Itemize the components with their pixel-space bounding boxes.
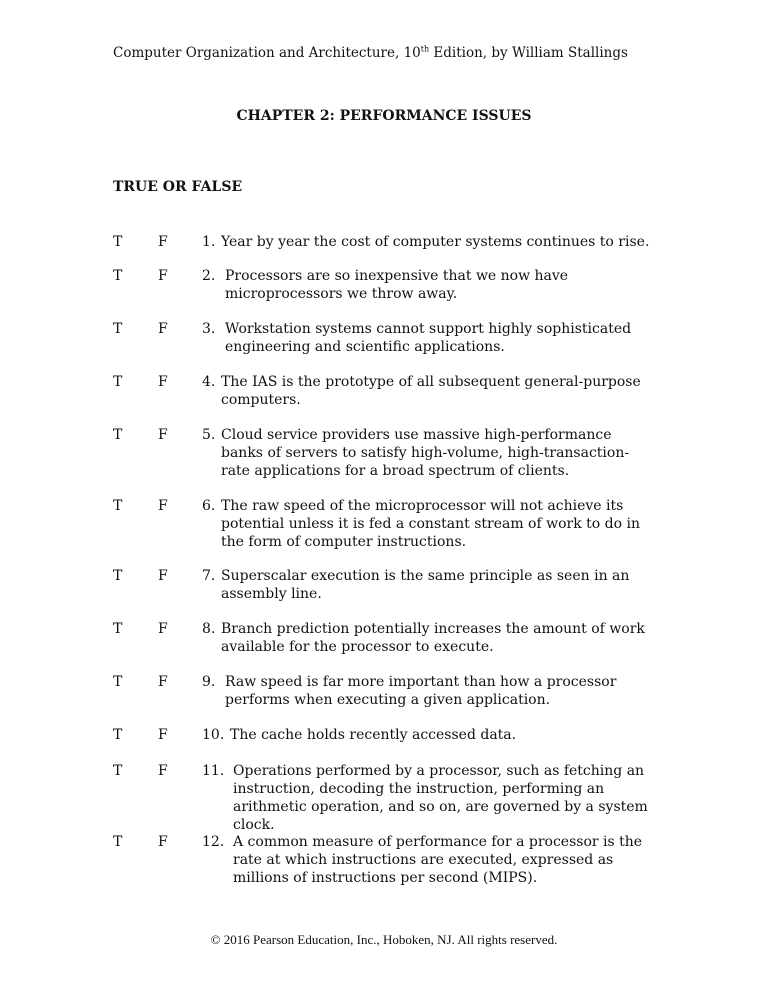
question-text: Branch prediction potentially increases the amount of work available for the processor to execute.: [221, 621, 645, 655]
question-number: 7.: [202, 568, 216, 584]
header-title-rest: Edition, by William Stallings: [429, 45, 628, 61]
question-number: 9.: [202, 674, 216, 690]
true-option: T: [113, 834, 123, 850]
false-option: F: [158, 498, 168, 514]
false-option: F: [158, 234, 168, 250]
true-option: T: [113, 674, 123, 690]
section-title: TRUE OR FALSE: [113, 179, 243, 195]
question-number: 12.: [202, 834, 225, 850]
false-option: F: [158, 834, 168, 850]
question-text: Raw speed is far more important than how a processor performs when executing a given application.: [225, 674, 617, 708]
question-text: The cache holds recently accessed data.: [230, 727, 517, 743]
question-text: The raw speed of the microprocessor will not achieve its potential unless it is fed a constant stream of work to do in the form of computer instructions.: [221, 498, 640, 550]
true-option: T: [113, 268, 123, 284]
question-text: A common measure of performance for a processor is the rate at which instructions are executed, expressed as millions of instructions per second (MIPS).: [233, 834, 643, 886]
copyright-footer: © 2016 Pearson Education, Inc., Hoboken, NJ. All rights reserved.: [210, 932, 558, 947]
false-option: F: [158, 621, 168, 637]
true-option: T: [113, 234, 123, 250]
header-title-main: Computer Organization and Architecture, 10: [113, 45, 421, 61]
chapter-title: CHAPTER 2: PERFORMANCE ISSUES: [236, 108, 532, 124]
true-option: T: [113, 427, 123, 443]
question-number: 2.: [202, 268, 216, 284]
question-number: 4.: [202, 374, 216, 390]
question-text: Year by year the cost of computer systems continues to rise.: [221, 234, 650, 250]
true-option: T: [113, 763, 123, 779]
false-option: F: [158, 321, 168, 337]
question-number: 5.: [202, 427, 216, 443]
question-number: 1.: [202, 234, 216, 250]
question-number: 8.: [202, 621, 216, 637]
false-option: F: [158, 427, 168, 443]
false-option: F: [158, 674, 168, 690]
question-number: 3.: [202, 321, 216, 337]
true-option: T: [113, 727, 123, 743]
true-option: T: [113, 498, 123, 514]
question-text: Operations performed by a processor, such as fetching an instruction, decoding the instruction, performing an arithmetic operation, and so on, are governed by a system clock.: [233, 763, 648, 833]
false-option: F: [158, 268, 168, 284]
false-option: F: [158, 763, 168, 779]
true-option: T: [113, 568, 123, 584]
true-option: T: [113, 321, 123, 337]
page-header: [113, 45, 628, 61]
question-text: Cloud service providers use massive high-performance banks of servers to satisfy high-volume, high-transaction-rate applications for a broad spectrum of clients.: [221, 427, 630, 479]
question-number: 10.: [202, 727, 225, 743]
question-number: 6.: [202, 498, 216, 514]
question-text: Superscalar execution is the same principle as seen in an assembly line.: [221, 568, 630, 602]
question-text: The IAS is the prototype of all subsequent general-purpose computers.: [221, 374, 641, 408]
question-text: Workstation systems cannot support highly sophisticated engineering and scientific applications.: [225, 321, 632, 355]
false-option: F: [158, 374, 168, 390]
true-option: T: [113, 621, 123, 637]
false-option: F: [158, 568, 168, 584]
false-option: F: [158, 727, 168, 743]
header-title-superscript: th: [420, 44, 430, 54]
question-text: Processors are so inexpensive that we now have microprocessors we throw away.: [225, 268, 569, 302]
true-option: T: [113, 374, 123, 390]
question-number: 11.: [202, 763, 225, 779]
